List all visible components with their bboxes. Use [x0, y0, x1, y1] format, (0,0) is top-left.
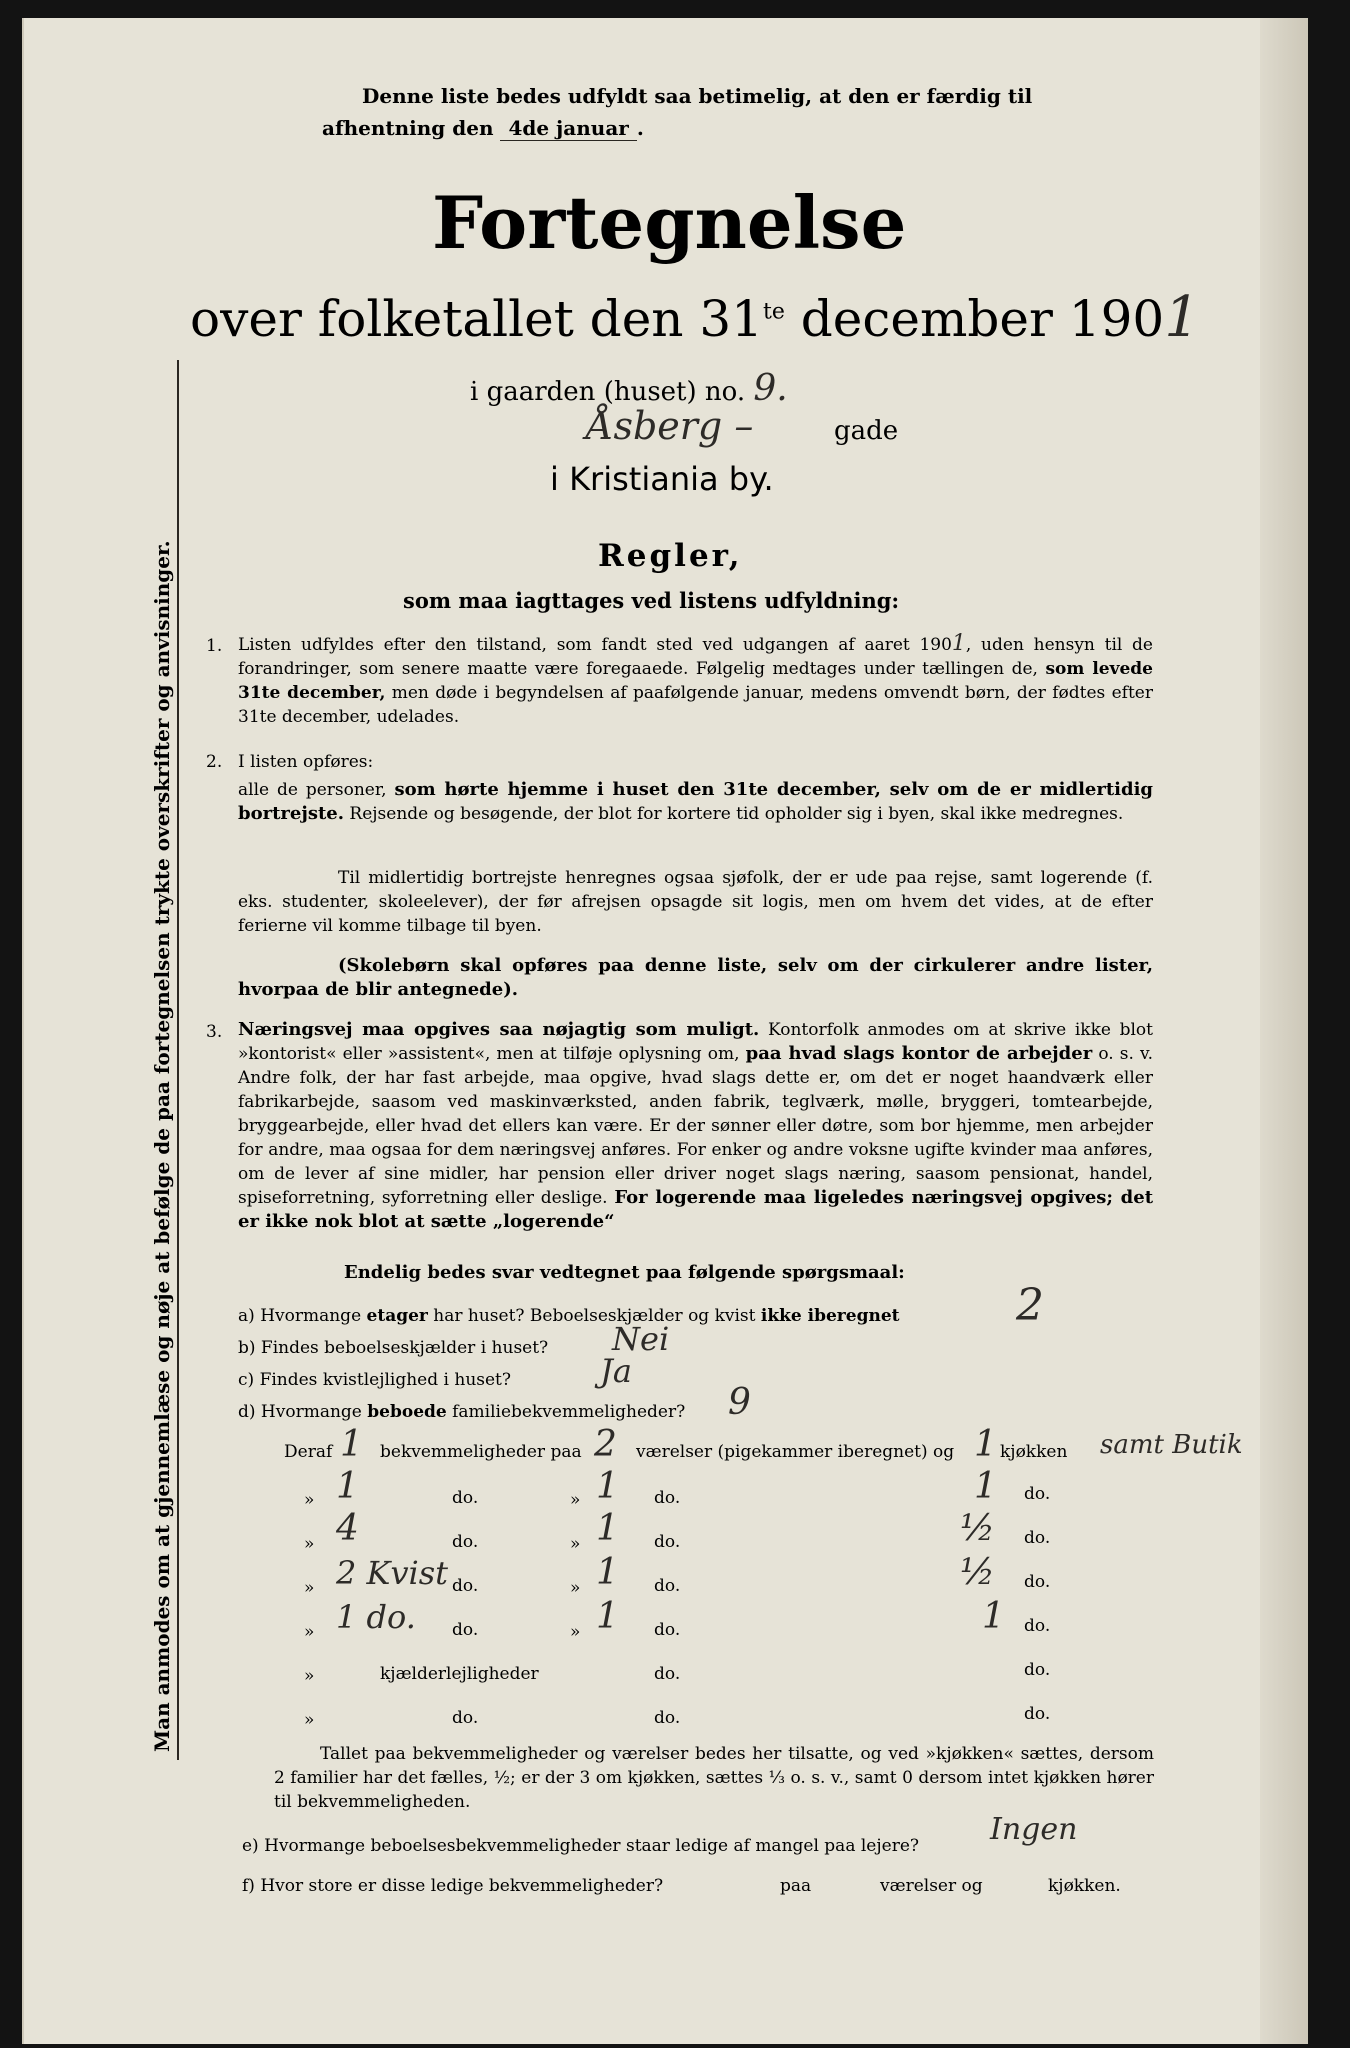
side-instruction: Man anmodes om at gjennemlæse og nøje at befølge de paa fortegnelsen trykte overskrifter og anvisninger. [150, 540, 174, 1752]
rule2-b: Rejsende og besøgende, der blot for kortere tid opholder sig i byen, skal ikke medregnes. [349, 804, 1124, 824]
row3-rooms-hand: 1 [596, 1508, 619, 1549]
form-title: Fortegnelse [432, 180, 907, 265]
header-note-prefix: afhentning den [322, 116, 494, 140]
answer-c-hand: Ja [600, 1352, 632, 1390]
table-col-vaer: værelser (pigekammer iberegnet) og [636, 1442, 955, 1462]
row5-count-hand: 1 do. [336, 1598, 416, 1636]
row4-do1: do. [452, 1576, 479, 1596]
row6-do3: do. [1024, 1660, 1051, 1680]
answer-d-hand: 9 [728, 1382, 751, 1423]
row3-ditto-mark: » [304, 1534, 315, 1554]
question-c [238, 1370, 511, 1390]
question-e-label: e) [242, 1836, 259, 1856]
footer-paragraph: Tallet paa bekvemmeligheder og værelser bedes her tilsatte, og ved »kjøkken« sættes, dersom 2 familier har det fælles, ½; er der 3 om kjøkken, sættes ⅓ o. s. v., samt 0 dersom intet kjøkken hører til bekvemmeligheden. [274, 1744, 1154, 1812]
answer-b-hand: Nei [612, 1320, 670, 1358]
rule3-bold2: paa hvad slags kontor de arbejder [745, 1043, 1093, 1064]
rule3-b: o. s. v. Andre folk, der har fast arbejde, maa opgive, hvad slags dette er, om det er noget haandværk eller fabrikarbejde, saasom ved maskinværksted, anden fabrik, teglværk, mølle, bryggeri, tomtearbejde, bryggearbejde, eller hvad det ellers kan være. Er der sønner eller døtre, som bor hjemme, men arbejder for andre, maa ogsaa for dem næringsvej anføres. For enker og andre voksne ugifte kvinder maa anføres, om de lever af sine midler, har pension eller driver noget slags næring, saasom pensionat, handel, spiseforretning, syforretning eller deslige. [238, 1044, 1154, 1208]
header-note-line2 [322, 116, 644, 140]
row2-kitchen-hand: 1 [974, 1466, 997, 1507]
side-rule [177, 360, 179, 1760]
rule2-text [238, 778, 1153, 826]
row4-do3: do. [1024, 1572, 1051, 1592]
row4-ditto-mark: » [304, 1578, 315, 1598]
table-extra-hand: samt Butik [1100, 1430, 1243, 1460]
question-a-bold2: ikke iberegnet [760, 1306, 900, 1326]
rule3-bold3: For logerende maa ligeledes næringsvej opgives; det er ikke nok blot at sætte „logerende“ [238, 1187, 1154, 1232]
rule2-paragraph2: Til midlertidig bortrejste henregnes ogsaa sjøfolk, der er ude paa rejse, samt logerende (f. eks. studenter, skoleelever), der før afrejsen opsagde sit logis, men om hvem det vides, at de efter ferierne vil komme tilbage til byen. [238, 868, 1153, 936]
header-note-line1: Denne liste bedes udfyldt saa betimelig, at den er færdig til [362, 84, 1033, 108]
row6-do2: do. [654, 1664, 681, 1684]
rule1-a: Listen udfyldes efter den tilstand, som fandt sted ved udgangen af aaret 190 [238, 635, 952, 655]
rule1-bold: som levede 31te december, [238, 659, 1153, 703]
answer-e-hand: Ingen [990, 1812, 1078, 1847]
header-note-suffix: . [636, 116, 644, 140]
question-f [242, 1876, 663, 1896]
rule2-a: alle de personer, [238, 780, 387, 800]
question-b-label: b) [238, 1338, 256, 1358]
rule1-c: men døde i begyndelsen af paafølgende januar, medens omvendt børn, der fødtes efter 31te december, udelades. [238, 683, 1153, 727]
rule3-a: Kontorfolk anmodes om at skrive ikke blot »kontorist« eller »assistent«, men at tilføje oplysning om, [238, 1020, 1153, 1064]
question-f-text: Hvor store er disse ledige bekvemmeligheder? [260, 1876, 664, 1896]
row4-kitchen-hand: ½ [960, 1552, 995, 1593]
subtitle-sup: te [763, 299, 785, 325]
row4-count-hand: 2 Kvist [336, 1554, 449, 1592]
paper-edge [1260, 18, 1308, 2044]
row3-do2: do. [654, 1532, 681, 1552]
row2-count-hand: 1 [336, 1466, 359, 1507]
rule3-number: 3. [206, 1022, 223, 1042]
rule1-b: , uden hensyn til de forandringer, som senere maatte være foregaaede. Følgelig medtages under tællingen de, [238, 635, 1153, 679]
row6-ditto-mark: » [304, 1666, 315, 1686]
question-f-kjok: kjøkken. [1048, 1876, 1121, 1896]
street-name-hand: Åsberg – [586, 404, 754, 448]
row3-do3: do. [1024, 1528, 1051, 1548]
row5-kitchen-hand: 1 [982, 1596, 1005, 1637]
question-d-label: d) [238, 1402, 256, 1422]
question-b [238, 1338, 548, 1358]
row1-kitchen-hand: 1 [974, 1424, 997, 1465]
row2-do3: do. [1024, 1484, 1051, 1504]
question-d-text1: Hvormange [260, 1402, 362, 1422]
form-subtitle [190, 285, 1200, 350]
row5-do3: do. [1024, 1616, 1051, 1636]
gaard-label: i gaarden (huset) no. [470, 377, 746, 407]
row5-ditto-mark: » [304, 1622, 315, 1642]
table-deraf: Deraf [284, 1442, 333, 1462]
rules-subheading: som maa iagttages ved listens udfyldning: [403, 588, 900, 613]
row7-do1: do. [452, 1708, 479, 1728]
question-a-text1: Hvormange [260, 1306, 362, 1326]
gaard-line [470, 368, 788, 409]
row4-rooms-hand: 1 [596, 1552, 619, 1593]
street-suffix: gade [834, 416, 899, 446]
rule1-number: 1. [206, 636, 223, 656]
question-a-text2: har huset? Beboelseskjælder og kvist [433, 1306, 756, 1326]
census-year-hand: 1 [1164, 285, 1200, 350]
row5-rooms-hand: 1 [596, 1596, 619, 1637]
row3-ditto-mark2: » [570, 1534, 581, 1554]
row2-rooms-hand: 1 [596, 1466, 619, 1507]
rules-heading: Regler, [598, 538, 743, 574]
question-f-label: f) [242, 1876, 255, 1896]
question-e-text: Hvormange beboelsesbekvemmeligheder staar ledige af mangel paa lejere? [264, 1836, 919, 1856]
rule2-number: 2. [206, 752, 223, 772]
question-a-bold: etager [366, 1306, 428, 1326]
rule2-bold: som hørte hjemme i huset den 31te december, selv om de er midlertidig bortrejste. [238, 779, 1154, 824]
row4-ditto-mark2: » [570, 1578, 581, 1598]
question-d-text2: familiebekvemmeligheder? [452, 1402, 686, 1422]
question-a-label: a) [238, 1306, 255, 1326]
row4-do2: do. [654, 1576, 681, 1596]
answer-a-hand: 2 [1016, 1280, 1044, 1331]
rule1-year-hand: 1 [951, 631, 966, 656]
rule2-head: I listen opføres: [238, 752, 374, 772]
rule3-bold1: Næringsvej maa opgives saa nøjagtig som muligt. [238, 1019, 760, 1040]
row5-ditto-mark2: » [570, 1622, 581, 1642]
row7-do3: do. [1024, 1704, 1051, 1724]
question-c-label: c) [238, 1370, 255, 1390]
table-col-bekv: bekvemmeligheder paa [380, 1442, 582, 1462]
row1-rooms-hand: 2 [594, 1424, 617, 1465]
question-f-paa: paa [780, 1876, 812, 1896]
row7-ditto-mark: » [304, 1710, 315, 1730]
question-e [242, 1836, 919, 1856]
row2-do1: do. [452, 1488, 479, 1508]
city-line: i Kristiania by. [550, 460, 774, 498]
rule2-paragraph3: (Skolebørn skal opføres paa denne liste, selv om der cirkulerer andre lister, hvorpaa de blir antegnede). [238, 955, 1153, 1000]
rule1-text [238, 632, 1153, 729]
row2-do2: do. [654, 1488, 681, 1508]
row3-kitchen-hand: ½ [960, 1508, 995, 1549]
row2-ditto-mark2: » [570, 1490, 581, 1510]
question-b-text: Findes beboelseskjælder i huset? [260, 1338, 549, 1358]
row6-kjaelder: kjælderlejligheder [380, 1664, 539, 1684]
question-c-text: Findes kvistlejlighed i huset? [259, 1370, 512, 1390]
row3-count-hand: 4 [336, 1508, 359, 1549]
pickup-date: 4de januar [500, 116, 636, 141]
question-d-bold: beboede [367, 1402, 447, 1422]
rule3-text [238, 1018, 1153, 1234]
row7-do2: do. [654, 1708, 681, 1728]
questions-intro: Endelig bedes svar vedtegnet paa følgende spørgsmaal: [344, 1262, 905, 1283]
row5-do1: do. [452, 1620, 479, 1640]
table-col-kjok: kjøkken [1000, 1442, 1068, 1462]
subtitle-text: over folketallet den 31 [190, 290, 763, 348]
question-a [238, 1306, 900, 1326]
gaard-number-hand: 9. [753, 368, 788, 409]
row3-do1: do. [452, 1532, 479, 1552]
subtitle-tail: december 190 [800, 290, 1165, 348]
row2-ditto-mark: » [304, 1490, 315, 1510]
question-f-vaer: værelser og [880, 1876, 983, 1896]
row1-count-hand: 1 [340, 1424, 363, 1465]
row5-do2: do. [654, 1620, 681, 1640]
question-d [238, 1402, 685, 1422]
